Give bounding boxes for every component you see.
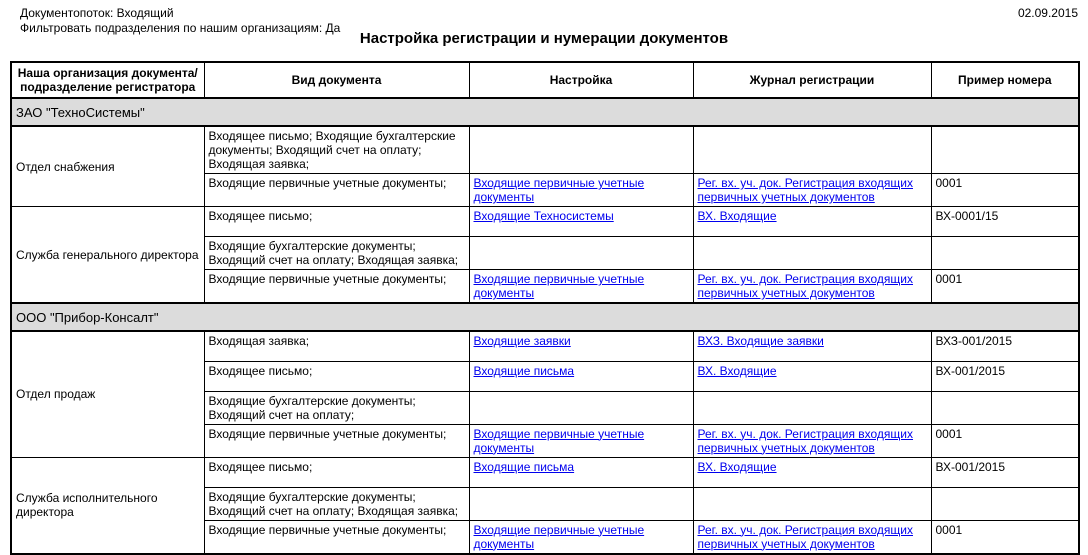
journal-cell <box>693 520 931 554</box>
table-row <box>11 457 1079 487</box>
setting-cell <box>469 424 693 457</box>
journal-link[interactable]: ВХЗ. Входящие заявки <box>697 334 824 348</box>
page-title: Настройка регистрации и нумерации документов <box>359 30 729 47</box>
setting-cell <box>469 174 693 207</box>
report-date: 02.09.2015 <box>1017 6 1078 20</box>
example-number-cell: 0001 <box>931 520 1079 554</box>
journal-cell <box>693 457 931 487</box>
table-row <box>11 126 1079 174</box>
department-cell: Отдел продаж <box>11 331 204 457</box>
column-header-2: Настройка <box>469 62 693 98</box>
doc-type-cell: Входящие бухгалтерские документы; Входящий счет на оплату; Входящая заявка; <box>204 487 469 520</box>
setting-link[interactable]: Входящие письма <box>473 459 575 474</box>
docflow-label: Документопоток: Входящий <box>20 6 174 20</box>
doc-type-cell: Входящие первичные учетные документы; <box>204 174 469 207</box>
org-group-row-0 <box>11 98 1079 126</box>
journal-link[interactable]: Рег. вх. уч. док. Регистрация входящих первичных учетных документов <box>697 426 913 455</box>
journal-cell <box>693 174 931 207</box>
setting-link[interactable]: Входящие первичные учетные документы <box>473 426 645 455</box>
doc-type-cell: Входящее письмо; <box>204 457 469 487</box>
report-header <box>10 5 1078 61</box>
org-group-label: ООО "Прибор-Консалт" <box>11 303 1079 331</box>
setting-cell <box>469 331 693 361</box>
example-number-cell: 0001 <box>931 270 1079 304</box>
journal-cell <box>693 424 931 457</box>
journal-link[interactable]: ВХ. Входящие <box>697 209 777 223</box>
journal-cell <box>693 126 931 174</box>
doc-type-cell: Входящие бухгалтерские документы; Входящий счет на оплату; Входящая заявка; <box>204 237 469 270</box>
setting-cell <box>469 270 693 304</box>
doc-type-cell: Входящая заявка; <box>204 331 469 361</box>
column-header-4: Пример номера <box>931 62 1079 98</box>
doc-type-cell: Входящее письмо; Входящие бухгалтерские документы; Входящий счет на оплату; Входящая заявка; <box>204 126 469 174</box>
journal-cell <box>693 487 931 520</box>
column-header-0: Наша организация документа/ подразделение регистратора <box>11 62 204 98</box>
journal-cell <box>693 361 931 391</box>
journal-link[interactable]: ВХ. Входящие <box>697 363 777 378</box>
org-group-label: ЗАО "ТехноСистемы" <box>11 98 1079 126</box>
example-number-cell: ВХ-001/2015 <box>931 457 1079 487</box>
example-number-cell: 0001 <box>931 174 1079 207</box>
doc-type-cell: Входящее письмо; <box>204 361 469 391</box>
setting-link[interactable]: Входящие Техносистемы <box>473 209 614 223</box>
journal-cell <box>693 391 931 424</box>
header-row <box>11 62 1079 98</box>
org-group-row-1 <box>11 303 1079 331</box>
setting-cell <box>469 361 693 391</box>
doc-type-cell: Входящие бухгалтерские документы; Входящий счет на оплату; <box>204 391 469 424</box>
registration-settings-table <box>10 61 1080 555</box>
setting-link[interactable]: Входящие заявки <box>473 334 571 348</box>
setting-link[interactable]: Входящие первичные учетные документы <box>473 176 645 204</box>
table-row <box>11 331 1079 361</box>
setting-link[interactable]: Входящие первичные учетные документы <box>473 522 645 551</box>
table-row <box>11 207 1079 237</box>
doc-type-cell: Входящие первичные учетные документы; <box>204 270 469 304</box>
doc-type-cell: Входящие первичные учетные документы; <box>204 520 469 554</box>
column-header-1: Вид документа <box>204 62 469 98</box>
department-cell: Служба исполнительного директора <box>11 457 204 554</box>
journal-cell <box>693 237 931 270</box>
journal-link[interactable]: ВХ. Входящие <box>697 459 777 474</box>
example-number-cell: ВХ-0001/15 <box>931 207 1079 237</box>
setting-cell <box>469 237 693 270</box>
filter-label: Фильтровать подразделения по нашим организациям: Да <box>20 21 341 35</box>
setting-cell <box>469 457 693 487</box>
table-body <box>11 98 1079 554</box>
setting-cell <box>469 126 693 174</box>
setting-cell <box>469 487 693 520</box>
example-number-cell <box>931 487 1079 520</box>
journal-link[interactable]: Рег. вх. уч. док. Регистрация входящих первичных учетных документов <box>697 522 913 551</box>
example-number-cell <box>931 126 1079 174</box>
doc-type-cell: Входящее письмо; <box>204 207 469 237</box>
example-number-cell: ВХЗ-001/2015 <box>931 331 1079 361</box>
setting-cell <box>469 207 693 237</box>
example-number-cell <box>931 391 1079 424</box>
example-number-cell: ВХ-001/2015 <box>931 361 1079 391</box>
department-cell: Отдел снабжения <box>11 126 204 207</box>
journal-cell <box>693 207 931 237</box>
setting-cell <box>469 391 693 424</box>
column-header-3: Журнал регистрации <box>693 62 931 98</box>
example-number-cell <box>931 237 1079 270</box>
department-cell: Служба генерального директора <box>11 207 204 304</box>
journal-link[interactable]: Рег. вх. уч. док. Регистрация входящих первичных учетных документов <box>697 272 913 300</box>
table-head <box>11 62 1079 98</box>
example-number-cell: 0001 <box>931 424 1079 457</box>
setting-link[interactable]: Входящие первичные учетные документы <box>473 272 645 300</box>
journal-cell <box>693 331 931 361</box>
journal-link[interactable]: Рег. вх. уч. док. Регистрация входящих первичных учетных документов <box>697 176 913 204</box>
journal-cell <box>693 270 931 304</box>
setting-link[interactable]: Входящие письма <box>473 363 575 378</box>
doc-type-cell: Входящие первичные учетные документы; <box>204 424 469 457</box>
setting-cell <box>469 520 693 554</box>
